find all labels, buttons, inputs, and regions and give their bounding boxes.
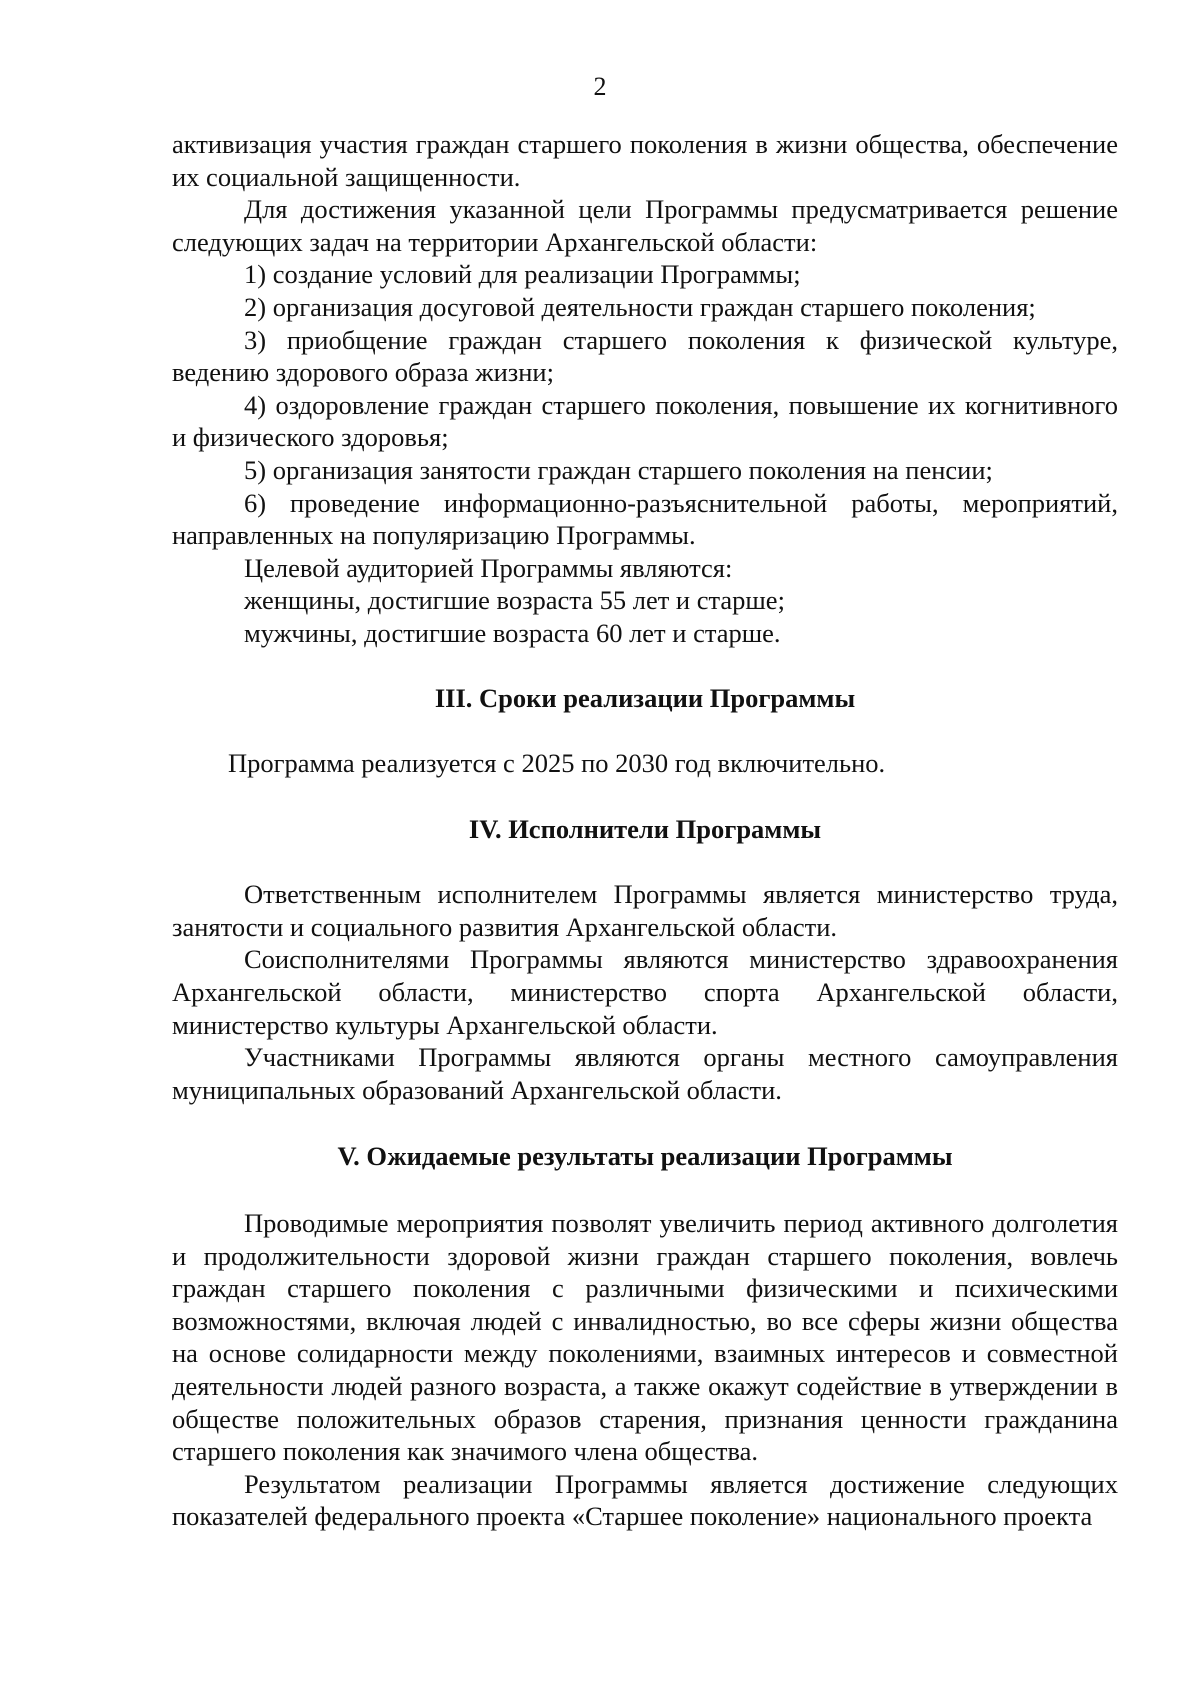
section-heading-expected-results: V. Ожидаемые результаты реализации Программы xyxy=(337,1141,953,1172)
audience-item-women: женщины, достигшие возраста 55 лет и старше; xyxy=(244,585,785,616)
audience-intro: Целевой аудиторией Программы являются: xyxy=(244,552,733,583)
task-item-2: 2) организация досуговой деятельности граждан старшего поколения; xyxy=(244,291,1036,322)
paragraph-tasks-intro: Для достижения указанной цели Программы предусматривается решение следующих задач на территории Архангельской области: xyxy=(172,194,1118,257)
document-body xyxy=(172,128,1118,1533)
page-number: 2 xyxy=(593,72,607,101)
audience-item-men: мужчины, достигшие возраста 60 лет и старше. xyxy=(244,617,781,648)
paragraph-terms: Программа реализуется с 2025 по 2030 год включительно. xyxy=(228,748,886,779)
paragraph-goal-continuation: активизация участия граждан старшего поколения в жизни общества, обеспечение их социальной защищенности. xyxy=(172,129,1118,192)
paragraph-co-executors: Соисполнителями Программы являются министерство здравоохранения Архангельской области, министерство спорта Архангельской области, министерство культуры Архангельской области. xyxy=(172,944,1118,1040)
task-item-6: 6) проведение информационно-разъяснительной работы, мероприятий, направленных на популяризацию Программы. xyxy=(172,487,1118,551)
paragraph-responsible-executor: Ответственным исполнителем Программы является министерство труда, занятости и социального развития Архангельской области. xyxy=(172,879,1118,942)
task-item-3: 3) приобщение граждан старшего поколения к физической культуре, ведению здорового образа жизни; xyxy=(172,324,1118,388)
task-item-5: 5) организация занятости граждан старшего поколения на пенсии; xyxy=(244,454,993,485)
paragraph-result-indicators: Результатом реализации Программы является достижение следующих показателей федерального проекта «Старшее поколение» национального проекта xyxy=(172,1468,1118,1532)
paragraph-expected-results: Проводимые мероприятия позволят увеличить период активного долголетия и продолжительности здоровой жизни граждан старшего поколения, вовлечь граждан старшего поколения с различными физическими и психическими возможностями, включая людей с инвалидностью, во все сферы жизни общества на основе солидарности между поколениями, взаимных интересов и совместной деятельности людей разного возраста, а также окажут содействие в утверждении в обществе положительных образов старения, признания ценности гражданина старшего поколения как значимого члена общества. xyxy=(172,1208,1118,1467)
section-heading-executors: IV. Исполнители Программы xyxy=(468,813,822,844)
section-heading-terms: III. Сроки реализации Программы xyxy=(434,682,856,713)
task-item-1: 1) создание условий для реализации Программы; xyxy=(244,259,801,290)
paragraph-participants: Участниками Программы являются органы местного самоуправления муниципальных образований Архангельской области. xyxy=(172,1042,1118,1105)
task-item-4: 4) оздоровление граждан старшего поколения, повышение их когнитивного и физического здоровья; xyxy=(172,389,1118,453)
